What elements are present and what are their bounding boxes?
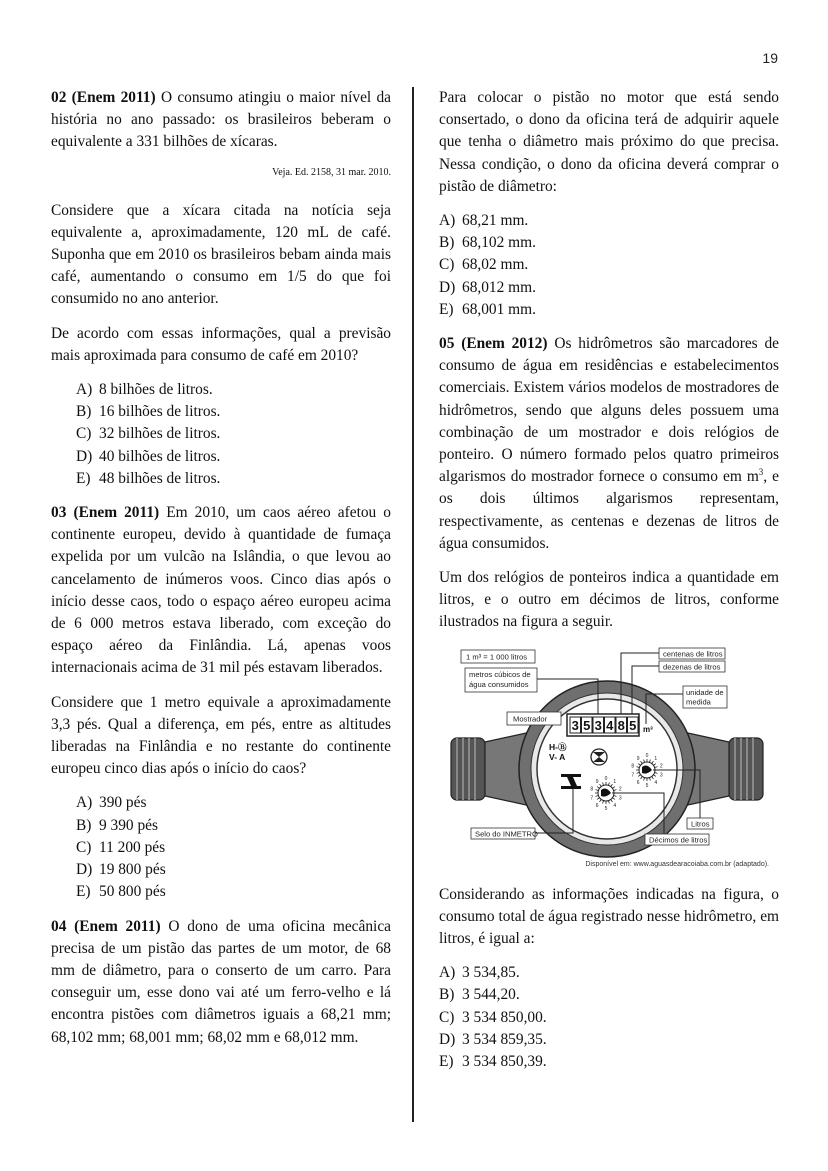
callout-text: medida	[686, 697, 711, 707]
va-marking: V- A	[549, 751, 566, 762]
option-text: 3 534,85.	[462, 964, 520, 982]
callout-display	[507, 712, 561, 725]
option-letter: A)	[439, 964, 456, 982]
answer-option-b[interactable]	[439, 232, 779, 254]
question-text: Em 2010, um caos aéreo afetou o continente europeu, devido à quantidade de fumaça expelida por um vulcão na Islândia, o que levou ao cancelamento de inúmeros voos. Cinco dias após o início desse caos, todo o espaço aéreo europeu acima de 6 000 metros estava liberado, com exceção do espaço aéreo da Finlândia. Lá, apenas voos internacionais acima de 31 mil pés estavam liberados.	[51, 504, 391, 677]
water-meter-figure	[439, 646, 779, 876]
option-text: 68,02 mm.	[462, 256, 529, 274]
dial-number: 4	[654, 779, 658, 786]
option-letter: E)	[439, 300, 454, 318]
answer-options	[51, 792, 391, 903]
answer-option-e[interactable]	[76, 881, 391, 903]
answer-option-d[interactable]	[439, 277, 779, 299]
dial-number: 7	[590, 795, 594, 802]
dial-number: 1	[613, 778, 617, 785]
question-paragraph: Considere que a xícara citada na notícia seja equivalente a, aproximadamente, 120 mL de café. Suponha que em 2010 os brasileiros bebam ainda mais café, aumentando o consumo em 1/5 do que foi consumido no ano anterior.	[51, 201, 391, 308]
question-04-continued	[439, 87, 779, 321]
option-text: 68,102 mm.	[462, 234, 536, 252]
answer-option-d[interactable]	[439, 1029, 779, 1051]
question-paragraph: Considerando as informações indicadas na figura, o consumo total de água registrado nesse hidrômetro, em litros, é igual a:	[439, 885, 779, 948]
digit-display	[567, 714, 639, 736]
answer-option-b[interactable]	[76, 401, 391, 423]
question-05-intro	[439, 333, 779, 555]
option-letter: B)	[439, 986, 455, 1004]
question-text: O dono de uma oficina mecânica precisa de um pistão das partes de um motor, de 68 mm de diâmetro, para o conserto de um carro. Para conseguir um, esse dono vai até um ferro-velho e lá encontra pistões com diâmetros iguais a 68,21 mm; 68,102 mm; 68,001 mm; 68,02 mm e 68,012 mm.	[51, 917, 391, 1046]
answer-option-c[interactable]	[439, 1007, 779, 1029]
answer-option-c[interactable]	[76, 423, 391, 445]
option-text: 16 bilhões de litros.	[99, 403, 221, 421]
option-letter: E)	[76, 883, 91, 901]
dial-number: 0	[604, 775, 608, 782]
question-text: Os hidrômetros são marcadores de consumo de água em residências e estabelecimentos comerciais. Existem vários modelos de mostradores de hidrômetros, sendo que alguns deles possuem uma combinação de um mostrador e dois relógios de ponteiro. O número formado pelos quatro primeiros algarismos do mostrador fornece o consumo em m	[439, 335, 779, 486]
option-text: 390 pés	[99, 794, 147, 812]
dial-number: 5	[645, 782, 649, 789]
option-letter: C)	[439, 256, 455, 274]
answer-option-e[interactable]	[439, 299, 779, 321]
display-digit: 5	[629, 717, 637, 733]
answer-option-a[interactable]	[439, 210, 779, 232]
option-letter: A)	[76, 381, 93, 399]
left-column	[51, 87, 391, 1061]
answer-options	[439, 210, 779, 321]
answer-option-d[interactable]	[76, 859, 391, 881]
dial-number: 6	[636, 779, 640, 786]
left-pipe-thread	[451, 738, 485, 800]
answer-option-a[interactable]	[76, 792, 391, 814]
display-digit: 5	[583, 717, 591, 733]
right-column	[439, 87, 779, 1085]
dial-number: 8	[590, 786, 594, 793]
answer-option-b[interactable]	[439, 984, 779, 1006]
answer-option-e[interactable]	[439, 1051, 779, 1073]
callout-text: unidade de	[686, 687, 724, 697]
question-03	[51, 502, 391, 903]
center-logo-icon	[591, 749, 607, 765]
dial-number: 9	[595, 778, 599, 785]
dial-number: 3	[659, 772, 663, 779]
option-letter: B)	[76, 403, 92, 421]
option-letter: A)	[76, 794, 93, 812]
figure-source: Disponível em: www.aguasdearacoiaba.com.br (adaptado).	[585, 860, 769, 868]
answer-options	[51, 379, 391, 490]
water-meter-illustration	[439, 646, 779, 876]
dial-number: 5	[604, 805, 608, 812]
question-text: , e os dois últimos algarismos representam, respectivamente, as centenas e dezenas de litros de água consumidos.	[439, 468, 779, 552]
dial-number: 0	[645, 752, 649, 759]
question-02	[51, 87, 391, 490]
option-letter: D)	[439, 1030, 456, 1048]
answer-option-a[interactable]	[439, 962, 779, 984]
page-number: 19	[762, 50, 778, 66]
question-03-intro	[51, 502, 391, 680]
answer-option-c[interactable]	[76, 837, 391, 859]
question-text: O consumo atingiu o maior nível da história no ano passado: os brasileiros beberam o equivalente a 331 bilhões de xícaras.	[51, 89, 391, 151]
option-text: 68,012 mm.	[462, 278, 536, 296]
question-05	[439, 333, 779, 1073]
dial-number: 9	[636, 755, 640, 762]
option-letter: E)	[76, 469, 91, 487]
question-header: 03 (Enem 2011)	[51, 504, 160, 522]
answer-option-d[interactable]	[76, 446, 391, 468]
dial-number: 2	[659, 763, 663, 770]
answer-options	[439, 962, 779, 1073]
display-digit: 3	[594, 717, 602, 733]
option-letter: C)	[439, 1008, 455, 1026]
option-letter: C)	[76, 838, 92, 856]
option-letter: D)	[439, 278, 456, 296]
superscript: 3	[758, 467, 764, 478]
option-text: 50 800 pés	[99, 883, 166, 901]
callout-text: Selo do INMETRO	[475, 829, 538, 839]
question-paragraph: Considere que 1 metro equivale a aproximadamente 3,3 pés. Qual a diferença, em pés, entre as altitudes liberadas na Finlândia e no restante do continente europeu cinco dias após o início do caos?	[51, 693, 391, 778]
dial-number: 4	[613, 802, 617, 809]
option-text: 3 534 850,39.	[462, 1053, 547, 1071]
display-digit: 4	[606, 717, 614, 733]
question-paragraph: Um dos relógios de ponteiros indica a quantidade em litros, e o outro em décimos de litros, conforme ilustrados na figura a seguir.	[439, 569, 779, 631]
column-divider	[412, 87, 414, 1122]
answer-option-c[interactable]	[439, 254, 779, 276]
option-letter: D)	[76, 861, 93, 879]
option-text: 19 800 pés	[99, 861, 166, 879]
question-header: 04 (Enem 2011)	[51, 917, 161, 935]
option-text: 32 bilhões de litros.	[99, 425, 221, 443]
display-digit: 8	[617, 717, 625, 733]
option-text: 68,21 mm.	[462, 212, 529, 230]
option-text: 68,001 mm.	[462, 300, 536, 318]
callout-conversion	[461, 650, 535, 663]
option-text: 11 200 pés	[99, 838, 166, 856]
callout-text: Litros	[691, 819, 710, 829]
question-paragraph: De acordo com essas informações, qual a previsão mais aproximada para consumo de café em 2010?	[51, 324, 391, 364]
option-text: 40 bilhões de litros.	[99, 447, 221, 465]
option-letter: C)	[76, 425, 92, 443]
citation: Veja. Ed. 2158, 31 mar. 2010.	[272, 166, 391, 178]
callout-text: água consumidos	[469, 679, 529, 689]
callout-text: Décimos de litros	[649, 835, 708, 845]
question-header: 05 (Enem 2012)	[439, 335, 548, 353]
option-letter: E)	[439, 1053, 454, 1071]
hb-marking: H-Ⓑ	[549, 741, 567, 752]
answer-option-e[interactable]	[76, 468, 391, 490]
dial-number: 2	[618, 786, 622, 793]
option-letter: A)	[439, 212, 456, 230]
display-digit: 3	[571, 717, 579, 733]
option-letter: B)	[76, 816, 92, 834]
dial-number: 7	[631, 772, 635, 779]
option-text: 3 534 859,35.	[462, 1030, 547, 1048]
option-text: 9 390 pés	[99, 816, 158, 834]
option-text: 3 544,20.	[462, 986, 520, 1004]
option-text: 8 bilhões de litros.	[99, 381, 213, 399]
right-pipe-thread	[729, 738, 763, 800]
dial-number: 3	[618, 795, 622, 802]
question-04-intro	[51, 916, 391, 1049]
question-02-intro	[51, 87, 391, 154]
unit-label: m³	[643, 724, 653, 734]
option-text: 3 534 850,00.	[462, 1008, 547, 1026]
callout-text: Mostrador	[513, 714, 548, 724]
callout-text: 1 m³ = 1 000 litros	[466, 652, 527, 662]
dial-number: 8	[631, 763, 635, 770]
callout-text: centenas de litros	[663, 649, 723, 659]
callout-text: metros cúbicos de	[469, 669, 531, 679]
question-04	[51, 916, 391, 1049]
answer-option-a[interactable]	[76, 379, 391, 401]
question-header: 02 (Enem 2011)	[51, 89, 156, 106]
question-paragraph: Para colocar o pistão no motor que está sendo consertado, o dono da oficina terá de adquirir aquele que tenha o diâmetro mais próximo do que precisa. Nessa condição, o dono da oficina deverá comprar o pistão de diâmetro:	[439, 89, 779, 195]
option-text: 48 bilhões de litros.	[99, 469, 221, 487]
callout-text: dezenas de litros	[663, 662, 721, 672]
dial-number: 1	[654, 755, 658, 762]
option-letter: B)	[439, 234, 455, 252]
dial-number: 6	[595, 802, 599, 809]
answer-option-b[interactable]	[76, 815, 391, 837]
option-letter: D)	[76, 447, 93, 465]
